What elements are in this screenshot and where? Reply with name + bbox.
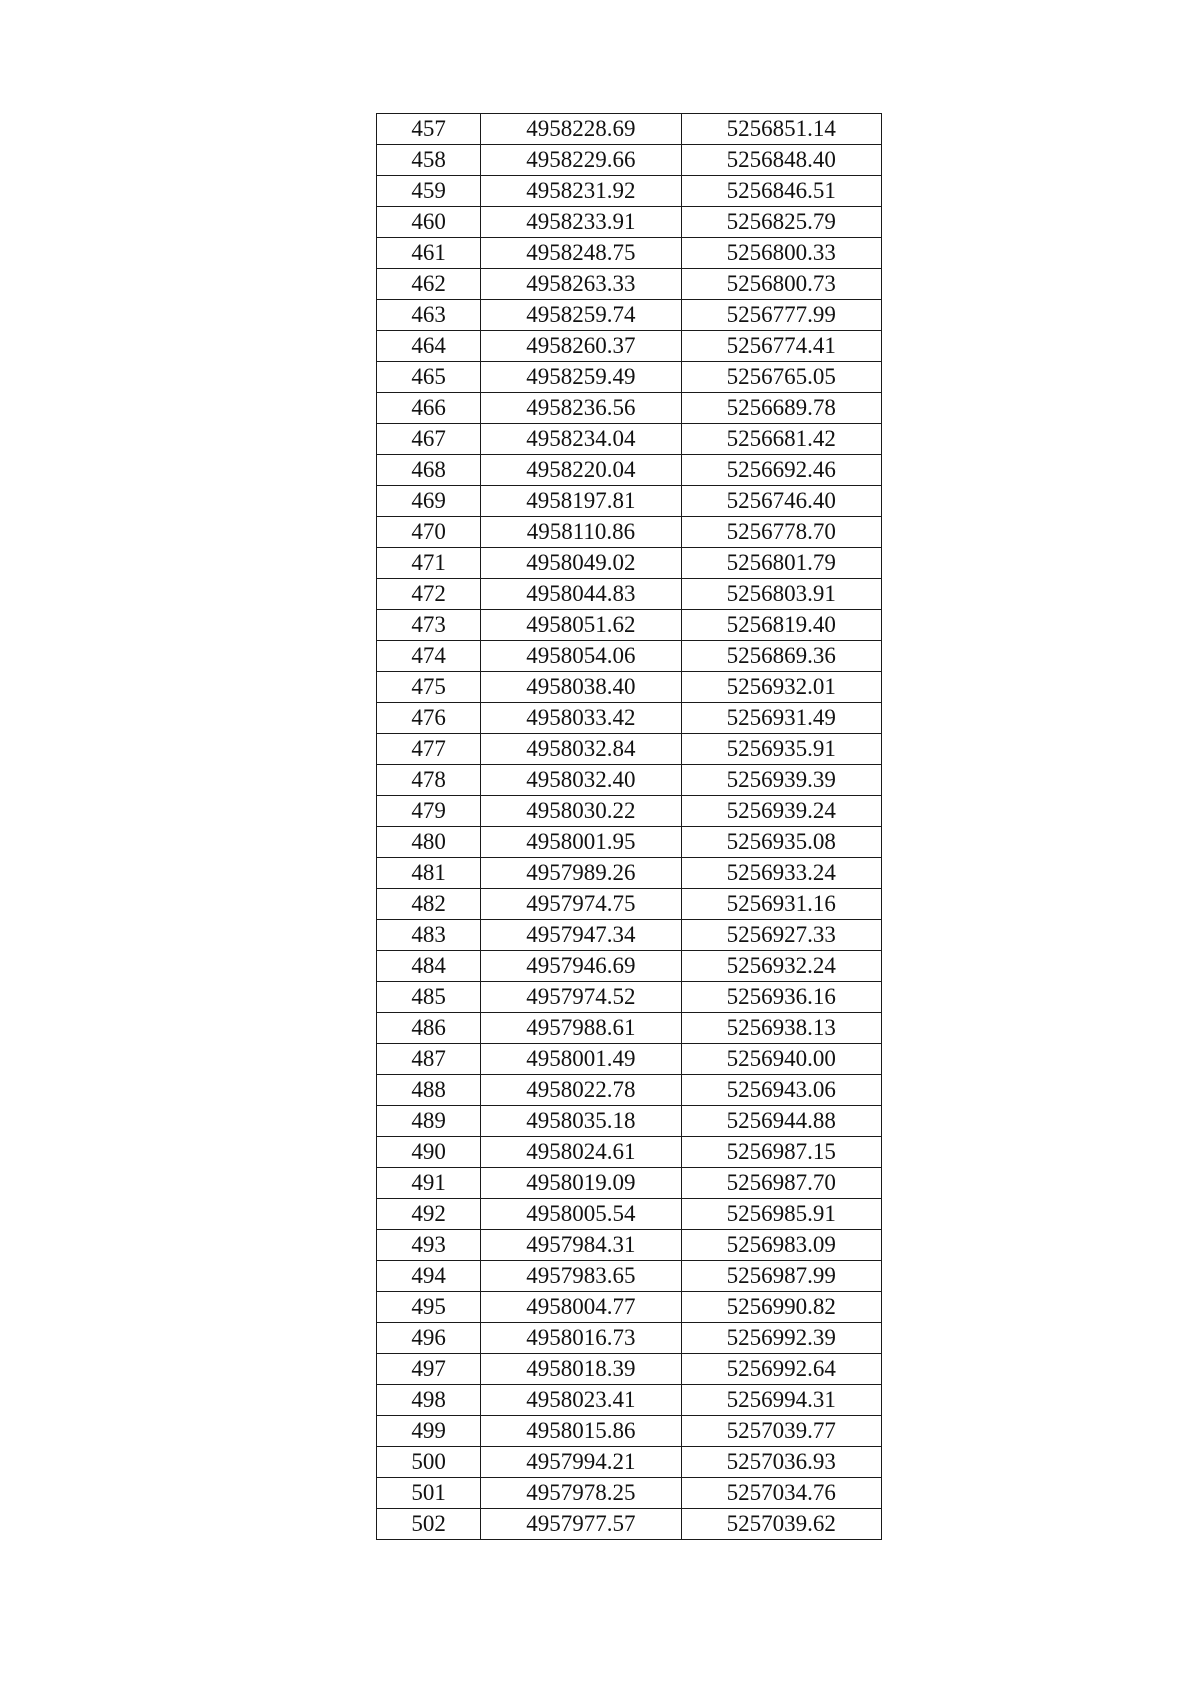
y-coordinate-cell: 5256800.73 <box>681 269 881 300</box>
point-number-cell: 472 <box>377 579 481 610</box>
y-coordinate-cell: 5256939.24 <box>681 796 881 827</box>
y-coordinate-cell: 5256939.39 <box>681 765 881 796</box>
table-row <box>377 269 882 300</box>
table-row <box>377 1106 882 1137</box>
x-coordinate-cell: 4957974.75 <box>481 889 681 920</box>
table-row <box>377 1013 882 1044</box>
table-row <box>377 1478 882 1509</box>
point-number-cell: 462 <box>377 269 481 300</box>
y-coordinate-cell: 5256689.78 <box>681 393 881 424</box>
point-number-cell: 494 <box>377 1261 481 1292</box>
x-coordinate-cell: 4958001.49 <box>481 1044 681 1075</box>
point-number-cell: 474 <box>377 641 481 672</box>
y-coordinate-cell: 5256800.33 <box>681 238 881 269</box>
table-row <box>377 1261 882 1292</box>
table-row <box>377 641 882 672</box>
y-coordinate-cell: 5256927.33 <box>681 920 881 951</box>
x-coordinate-cell: 4958259.74 <box>481 300 681 331</box>
point-number-cell: 480 <box>377 827 481 858</box>
x-coordinate-cell: 4958019.09 <box>481 1168 681 1199</box>
point-number-cell: 499 <box>377 1416 481 1447</box>
table-row <box>377 1168 882 1199</box>
table-row <box>377 858 882 889</box>
x-coordinate-cell: 4958024.61 <box>481 1137 681 1168</box>
point-number-cell: 459 <box>377 176 481 207</box>
table-row <box>377 1199 882 1230</box>
x-coordinate-cell: 4958260.37 <box>481 331 681 362</box>
x-coordinate-cell: 4957984.31 <box>481 1230 681 1261</box>
point-number-cell: 457 <box>377 114 481 145</box>
x-coordinate-cell: 4958023.41 <box>481 1385 681 1416</box>
x-coordinate-cell: 4958018.39 <box>481 1354 681 1385</box>
point-number-cell: 491 <box>377 1168 481 1199</box>
point-number-cell: 497 <box>377 1354 481 1385</box>
table-row <box>377 1044 882 1075</box>
y-coordinate-cell: 5256940.00 <box>681 1044 881 1075</box>
y-coordinate-cell: 5257034.76 <box>681 1478 881 1509</box>
point-number-cell: 496 <box>377 1323 481 1354</box>
table-row <box>377 238 882 269</box>
x-coordinate-cell: 4958004.77 <box>481 1292 681 1323</box>
y-coordinate-cell: 5256935.08 <box>681 827 881 858</box>
y-coordinate-cell: 5256987.70 <box>681 1168 881 1199</box>
x-coordinate-cell: 4958231.92 <box>481 176 681 207</box>
y-coordinate-cell: 5256681.42 <box>681 424 881 455</box>
point-number-cell: 492 <box>377 1199 481 1230</box>
x-coordinate-cell: 4957947.34 <box>481 920 681 951</box>
x-coordinate-cell: 4958248.75 <box>481 238 681 269</box>
point-number-cell: 471 <box>377 548 481 579</box>
y-coordinate-cell: 5256936.16 <box>681 982 881 1013</box>
table-row <box>377 734 882 765</box>
table-row <box>377 610 882 641</box>
table-row <box>377 579 882 610</box>
y-coordinate-cell: 5256692.46 <box>681 455 881 486</box>
table-row <box>377 486 882 517</box>
y-coordinate-cell: 5257039.77 <box>681 1416 881 1447</box>
x-coordinate-cell: 4958236.56 <box>481 393 681 424</box>
x-coordinate-cell: 4958233.91 <box>481 207 681 238</box>
y-coordinate-cell: 5256869.36 <box>681 641 881 672</box>
table-row <box>377 362 882 393</box>
x-coordinate-cell: 4958197.81 <box>481 486 681 517</box>
x-coordinate-cell: 4958049.02 <box>481 548 681 579</box>
x-coordinate-cell: 4957946.69 <box>481 951 681 982</box>
x-coordinate-cell: 4958030.22 <box>481 796 681 827</box>
y-coordinate-cell: 5256765.05 <box>681 362 881 393</box>
y-coordinate-cell: 5257036.93 <box>681 1447 881 1478</box>
point-number-cell: 486 <box>377 1013 481 1044</box>
x-coordinate-cell: 4958022.78 <box>481 1075 681 1106</box>
table-row <box>377 455 882 486</box>
point-number-cell: 458 <box>377 145 481 176</box>
point-number-cell: 460 <box>377 207 481 238</box>
point-number-cell: 487 <box>377 1044 481 1075</box>
point-number-cell: 466 <box>377 393 481 424</box>
point-number-cell: 500 <box>377 1447 481 1478</box>
point-number-cell: 479 <box>377 796 481 827</box>
y-coordinate-cell: 5256985.91 <box>681 1199 881 1230</box>
y-coordinate-cell: 5256803.91 <box>681 579 881 610</box>
x-coordinate-cell: 4958259.49 <box>481 362 681 393</box>
point-number-cell: 473 <box>377 610 481 641</box>
table-row <box>377 517 882 548</box>
point-number-cell: 485 <box>377 982 481 1013</box>
point-number-cell: 478 <box>377 765 481 796</box>
table-row <box>377 393 882 424</box>
x-coordinate-cell: 4957988.61 <box>481 1013 681 1044</box>
table-row <box>377 424 882 455</box>
table-row <box>377 889 882 920</box>
y-coordinate-cell: 5256992.64 <box>681 1354 881 1385</box>
table-row <box>377 1075 882 1106</box>
x-coordinate-cell: 4958110.86 <box>481 517 681 548</box>
point-number-cell: 481 <box>377 858 481 889</box>
x-coordinate-cell: 4958038.40 <box>481 672 681 703</box>
table-row <box>377 672 882 703</box>
y-coordinate-cell: 5256778.70 <box>681 517 881 548</box>
x-coordinate-cell: 4957977.57 <box>481 1509 681 1540</box>
y-coordinate-cell: 5256801.79 <box>681 548 881 579</box>
point-number-cell: 463 <box>377 300 481 331</box>
x-coordinate-cell: 4958229.66 <box>481 145 681 176</box>
coordinates-table-body <box>377 114 882 1540</box>
point-number-cell: 476 <box>377 703 481 734</box>
table-row <box>377 176 882 207</box>
point-number-cell: 482 <box>377 889 481 920</box>
y-coordinate-cell: 5256851.14 <box>681 114 881 145</box>
x-coordinate-cell: 4958263.33 <box>481 269 681 300</box>
x-coordinate-cell: 4958001.95 <box>481 827 681 858</box>
y-coordinate-cell: 5256933.24 <box>681 858 881 889</box>
x-coordinate-cell: 4957974.52 <box>481 982 681 1013</box>
y-coordinate-cell: 5256943.06 <box>681 1075 881 1106</box>
y-coordinate-cell: 5256777.99 <box>681 300 881 331</box>
y-coordinate-cell: 5256931.16 <box>681 889 881 920</box>
table-row <box>377 1323 882 1354</box>
x-coordinate-cell: 4958234.04 <box>481 424 681 455</box>
point-number-cell: 483 <box>377 920 481 951</box>
y-coordinate-cell: 5256983.09 <box>681 1230 881 1261</box>
y-coordinate-cell: 5256825.79 <box>681 207 881 238</box>
y-coordinate-cell: 5256987.15 <box>681 1137 881 1168</box>
y-coordinate-cell: 5256931.49 <box>681 703 881 734</box>
x-coordinate-cell: 4958032.84 <box>481 734 681 765</box>
x-coordinate-cell: 4958054.06 <box>481 641 681 672</box>
x-coordinate-cell: 4958228.69 <box>481 114 681 145</box>
y-coordinate-cell: 5256932.01 <box>681 672 881 703</box>
table-row <box>377 1137 882 1168</box>
point-number-cell: 470 <box>377 517 481 548</box>
point-number-cell: 467 <box>377 424 481 455</box>
x-coordinate-cell: 4957983.65 <box>481 1261 681 1292</box>
y-coordinate-cell: 5256932.24 <box>681 951 881 982</box>
x-coordinate-cell: 4958044.83 <box>481 579 681 610</box>
x-coordinate-cell: 4958015.86 <box>481 1416 681 1447</box>
point-number-cell: 469 <box>377 486 481 517</box>
table-row <box>377 1230 882 1261</box>
y-coordinate-cell: 5256992.39 <box>681 1323 881 1354</box>
x-coordinate-cell: 4957978.25 <box>481 1478 681 1509</box>
x-coordinate-cell: 4958051.62 <box>481 610 681 641</box>
table-row <box>377 207 882 238</box>
point-number-cell: 495 <box>377 1292 481 1323</box>
x-coordinate-cell: 4958035.18 <box>481 1106 681 1137</box>
table-row <box>377 1354 882 1385</box>
table-row <box>377 951 882 982</box>
y-coordinate-cell: 5256935.91 <box>681 734 881 765</box>
point-number-cell: 488 <box>377 1075 481 1106</box>
y-coordinate-cell: 5256990.82 <box>681 1292 881 1323</box>
x-coordinate-cell: 4957989.26 <box>481 858 681 889</box>
point-number-cell: 484 <box>377 951 481 982</box>
y-coordinate-cell: 5256938.13 <box>681 1013 881 1044</box>
table-row <box>377 1292 882 1323</box>
y-coordinate-cell: 5256944.88 <box>681 1106 881 1137</box>
x-coordinate-cell: 4958016.73 <box>481 1323 681 1354</box>
x-coordinate-cell: 4958220.04 <box>481 455 681 486</box>
y-coordinate-cell: 5256987.99 <box>681 1261 881 1292</box>
y-coordinate-cell: 5256846.51 <box>681 176 881 207</box>
y-coordinate-cell: 5256819.40 <box>681 610 881 641</box>
x-coordinate-cell: 4958005.54 <box>481 1199 681 1230</box>
y-coordinate-cell: 5256774.41 <box>681 331 881 362</box>
table-row <box>377 145 882 176</box>
point-number-cell: 477 <box>377 734 481 765</box>
point-number-cell: 475 <box>377 672 481 703</box>
y-coordinate-cell: 5256994.31 <box>681 1385 881 1416</box>
point-number-cell: 461 <box>377 238 481 269</box>
y-coordinate-cell: 5257039.62 <box>681 1509 881 1540</box>
table-row <box>377 920 882 951</box>
coordinates-table <box>376 113 882 1540</box>
table-row <box>377 1385 882 1416</box>
table-row <box>377 1509 882 1540</box>
y-coordinate-cell: 5256746.40 <box>681 486 881 517</box>
table-row <box>377 703 882 734</box>
table-row <box>377 765 882 796</box>
table-row <box>377 796 882 827</box>
point-number-cell: 490 <box>377 1137 481 1168</box>
x-coordinate-cell: 4958033.42 <box>481 703 681 734</box>
table-row <box>377 982 882 1013</box>
table-row <box>377 114 882 145</box>
x-coordinate-cell: 4958032.40 <box>481 765 681 796</box>
table-row <box>377 331 882 362</box>
point-number-cell: 498 <box>377 1385 481 1416</box>
point-number-cell: 464 <box>377 331 481 362</box>
table-row <box>377 827 882 858</box>
table-row <box>377 1447 882 1478</box>
point-number-cell: 501 <box>377 1478 481 1509</box>
point-number-cell: 468 <box>377 455 481 486</box>
table-row <box>377 548 882 579</box>
table-row <box>377 300 882 331</box>
point-number-cell: 493 <box>377 1230 481 1261</box>
table-row <box>377 1416 882 1447</box>
point-number-cell: 502 <box>377 1509 481 1540</box>
point-number-cell: 489 <box>377 1106 481 1137</box>
point-number-cell: 465 <box>377 362 481 393</box>
y-coordinate-cell: 5256848.40 <box>681 145 881 176</box>
x-coordinate-cell: 4957994.21 <box>481 1447 681 1478</box>
